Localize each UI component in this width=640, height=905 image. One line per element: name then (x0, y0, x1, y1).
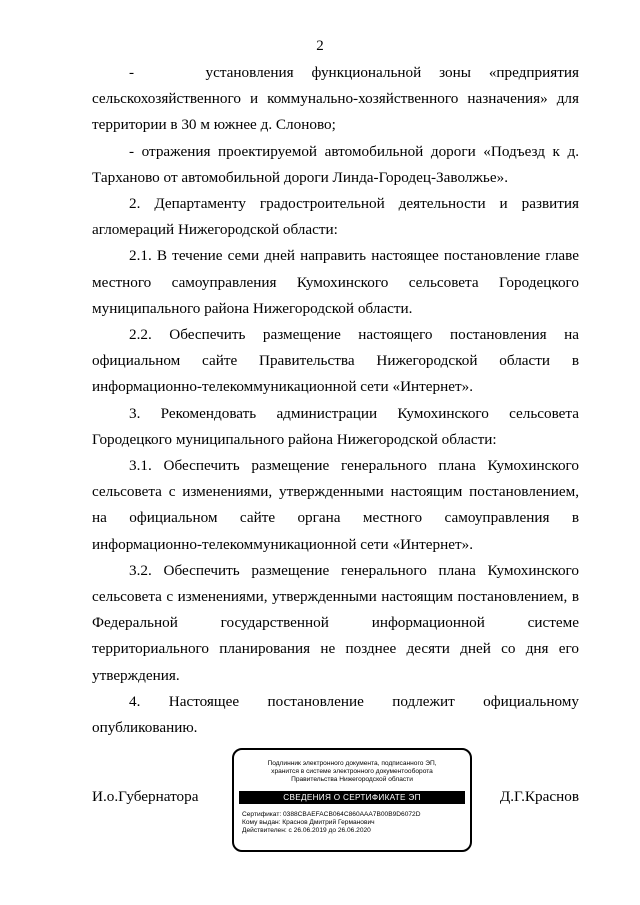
paragraph-item-3-2: 3.2. Обеспечить размещение генерального плана Кумохинского сельсовета с изменениями, утвержденными настоящим постановлением, в Федеральной государственной информационной системе территориального планирования не позднее десяти дней со дня его утверждения. (92, 561, 579, 684)
stamp-details (234, 804, 470, 836)
paragraph-item-2-1: 2.1. В течение семи дней направить настоящее постановление главе местного самоуправления Кумохинского сельсовета Городецкого муниципального района Нижегородской области. (92, 247, 579, 317)
stamp-header: СВЕДЕНИЯ О СЕРТИФИКАТЕ ЭП (239, 791, 465, 804)
signer-position: И.о.Губернатора (92, 788, 199, 805)
signer-name: Д.Г.Краснов (499, 788, 579, 805)
stamp-notice-line: хранится в системе электронного документооборота (271, 768, 433, 776)
stamp-notice-line: Подлинник электронного документа, подписанного ЭП, (267, 760, 437, 767)
paragraph-item-3: 3. Рекомендовать администрации Кумохинского сельсовета Городецкого муниципального района Нижегородской области: (92, 404, 579, 448)
stamp-validity: Действителен: с 26.06.2019 до 26.06.2020 (242, 827, 371, 835)
stamp-certificate: Сертификат: 0388CBAEFACB064C860AAA7B00B9D6072D (242, 810, 421, 818)
paragraph-functional-zone: - установления функциональной зоны «предприятия сельскохозяйственного и коммунально-хозяйственного назначения» для территории в 30 м южнее д. Слоново; (92, 64, 579, 134)
paragraph-item-3-1: 3.1. Обеспечить размещение генерального плана Кумохинского сельсовета с изменениями, утвержденными настоящим постановлением, на официальном сайте органа местного самоуправления в информационно-телекоммуникационной сети «Интернет». (92, 457, 579, 553)
paragraph-item-4: 4. Настоящее постановление подлежит официальному опубликованию. (92, 692, 579, 737)
stamp-notice-line: Правительства Нижегородской области (291, 776, 413, 784)
page-number: 2 (316, 38, 324, 54)
paragraph-item-2-2: 2.2. Обеспечить размещение настоящего постановления на официальном сайте Правительства Нижегородской области в информационно-телекоммуникационной сети «Интернет». (92, 326, 579, 396)
document-body (92, 60, 579, 741)
paragraph-road: - отражения проектируемой автомобильной дороги «Подъезд к д. Тарханово от автомобильной дороги Линда-Городец-Заволжье». (92, 142, 579, 186)
paragraph-item-2: 2. Департаменту градостроительной деятельности и развития агломераций Нижегородской области: (92, 195, 579, 239)
stamp-notice (234, 750, 470, 785)
stamp-issued-to: Кому выдан: Краснов Дмитрий Германович (242, 818, 375, 826)
electronic-signature-stamp (232, 748, 472, 852)
